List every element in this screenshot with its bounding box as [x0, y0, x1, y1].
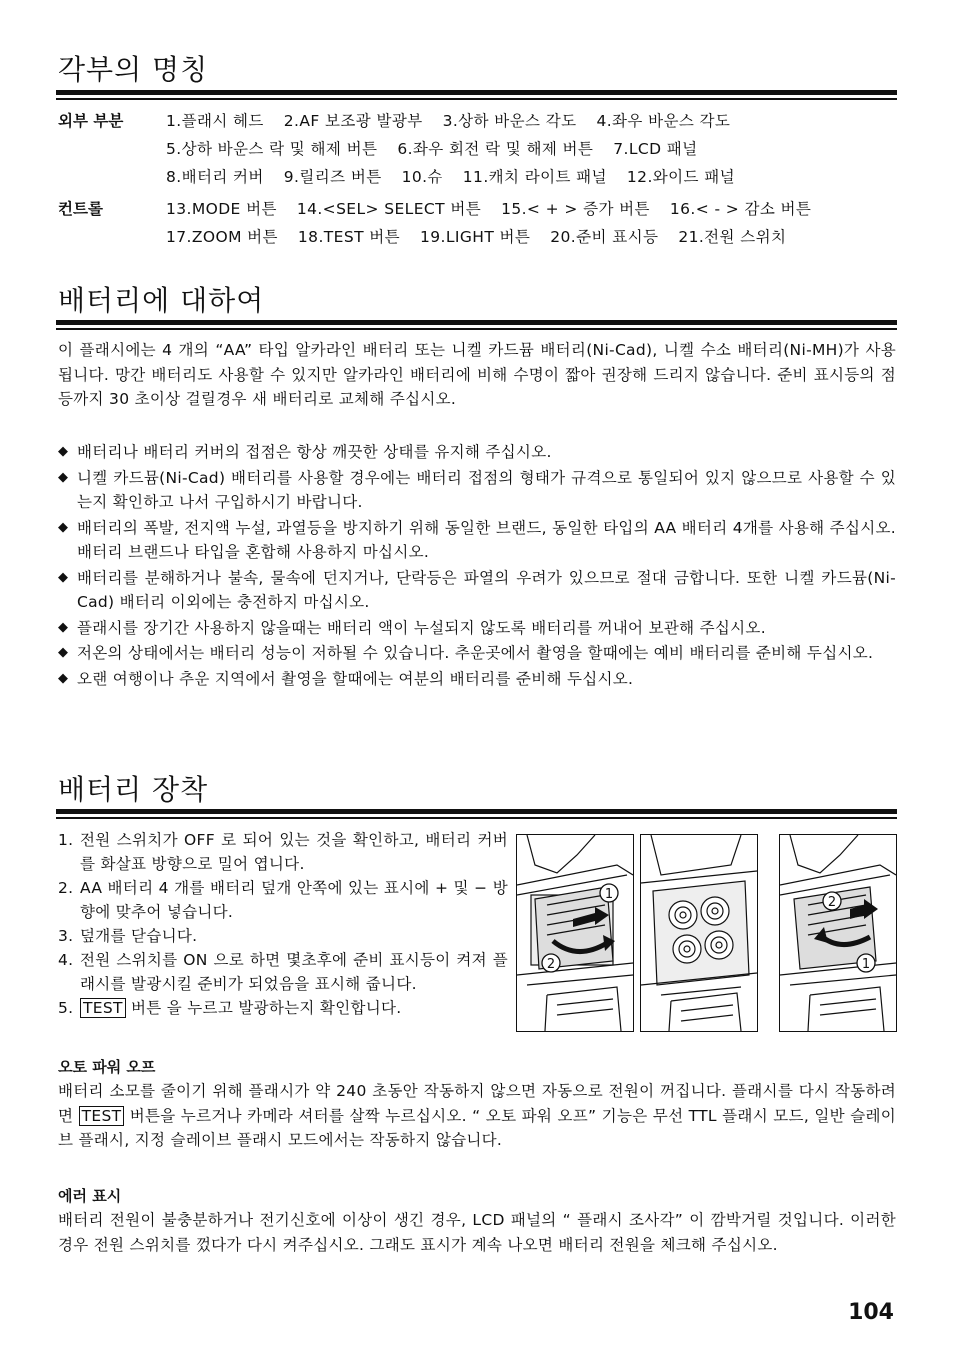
step-text: 버튼 을 누르고 발광하는지 확인합니다. [131, 999, 402, 1017]
auto-off-text-a: 배터리 소모를 줄이기 위해 플래시가 약 240 초동안 작동하지 않으면 자동으로 전원이 꺼집니다. 플래시를 다시 작동하려면 [58, 1082, 896, 1125]
controls-row [166, 225, 806, 249]
list-item [58, 828, 508, 876]
step-number: 5. [58, 999, 74, 1017]
error-text: 배터리 전원이 불충분하거나 전기신호에 이상이 생긴 경우, LCD 패널의 “ 플래시 조사각” 이 깜박거릴 것입니다. 이러한 경우 전원 스위치를 껐다가 다시 켜주십시오. 그래도 표시가 계속 나오면 배터리 전원을 체크해 주십시오. [58, 1211, 896, 1254]
parts-row [166, 109, 750, 133]
title-rule-thin [56, 328, 897, 330]
part-item: 8.배터리 커버 [166, 168, 264, 186]
part-item: 4.좌우 바운스 각도 [596, 112, 731, 130]
step-number: 2. [58, 879, 74, 897]
title-rule [56, 320, 897, 325]
part-item: 10.슈 [401, 168, 443, 186]
part-item: 7.LCD 패널 [613, 140, 698, 158]
section-title-battery-about: 배터리에 대하여 [58, 284, 265, 317]
battery-caution-list [58, 440, 896, 692]
control-item: 21.전원 스위치 [678, 228, 787, 246]
step-text: AA 배터리 4 개를 배터리 덮개 안쪽에 있는 표시에 + 및 − 방향에 맞추어 넣습니다. [80, 879, 508, 921]
list-item [58, 924, 508, 948]
control-item: 18.TEST 버튼 [297, 228, 401, 246]
battery-intro: 이 플래시에는 4 개의 “AA” 타입 알카라인 배터리 또는 니켈 카드뮴 배터리(Ni-Cad), 니켈 수소 배터리(Ni-MH)가 사용됩니다. 망간 배터리도 사용할 수 있지만 알카라인 배터리에 비해 수명이 짧아 권장해 드리지 않습니다. 준비 표시등의 점등까지 30 초이상 걸릴경우 새 배터리로 교체해 주십시오. [58, 341, 896, 408]
list-item [58, 876, 508, 924]
list-item: ◆ 배터리나 배터리 커버의 접점은 항상 깨끗한 상태를 유지해 주십시오. [58, 440, 896, 465]
list-item [58, 996, 508, 1020]
figure-insert-batteries [640, 834, 758, 1032]
figure-close-cover [779, 834, 897, 1032]
test-button-label: TEST [80, 998, 126, 1018]
title-rule-thin [56, 98, 897, 100]
parts-row [166, 165, 755, 189]
section-title-battery-install: 배터리 장착 [58, 773, 209, 806]
control-item: 14.<SEL> SELECT 버튼 [296, 200, 482, 218]
part-item: 2.AF 보조광 발광부 [283, 112, 423, 130]
list-item: ◆ 플래시를 장기간 사용하지 않을때는 배터리 액이 누설되지 않도록 배터리를 꺼내어 보관해 주십시오. [58, 616, 896, 641]
step-text: 전원 스위치가 OFF 로 되어 있는 것을 확인하고, 배터리 커버를 화살표 방향으로 밀어 엽니다. [80, 831, 508, 873]
title-rule [56, 90, 897, 95]
part-item: 11.캐치 라이트 패널 [462, 168, 607, 186]
step-number: 4. [58, 951, 74, 969]
auto-off-text [58, 1079, 896, 1153]
step-text: 전원 스위치를 ON 으로 하면 몇초후에 준비 표시등이 켜져 플래시를 발광시킬 준비가 되었음을 표시해 줍니다. [80, 951, 508, 993]
part-item: 3.상하 바운스 각도 [442, 112, 577, 130]
list-item [58, 948, 508, 996]
list-item: ◆ 배터리를 분해하거나 불속, 물속에 던지거나, 단락등은 파열의 우려가 있으므로 절대 금합니다. 또한 니켈 카드뮴(Ni-Cad) 배터리 이외에는 충전하지 마십시오. [58, 566, 896, 615]
figure-open-cover-drawing [517, 835, 633, 1031]
title-rule [56, 809, 897, 814]
controls-row [166, 197, 831, 221]
external-parts-label: 외부 부분 [58, 112, 124, 130]
part-item: 12.와이드 패널 [626, 168, 735, 186]
parts-row [166, 137, 718, 161]
control-item: 17.ZOOM 버튼 [166, 228, 278, 246]
part-item: 1.플래시 헤드 [166, 112, 264, 130]
control-item: 16.< - > 감소 버튼 [669, 200, 812, 218]
step-number: 3. [58, 927, 74, 945]
marker-2-label: 2 [546, 957, 556, 972]
auto-off-title: 오토 파워 오프 [58, 1058, 156, 1076]
control-item: 20.준비 표시등 [550, 228, 659, 246]
list-item: ◆ 저온의 상태에서는 배터리 성능이 저하될 수 있습니다. 추운곳에서 촬영을 할때에는 예비 배터리를 준비해 두십시오. [58, 641, 896, 666]
figure-open-cover [516, 834, 634, 1032]
page-number: 104 [848, 1300, 894, 1325]
marker-1-label: 1 [861, 957, 871, 972]
install-steps [58, 828, 508, 1020]
title-rule-thin [56, 817, 897, 819]
test-button-label: TEST [79, 1106, 125, 1126]
marker-1-label: 1 [604, 887, 614, 902]
control-item: 13.MODE 버튼 [166, 200, 277, 218]
control-item: 15.< + > 증가 버튼 [501, 200, 650, 218]
part-item: 5.상하 바운스 락 및 해제 버튼 [166, 140, 378, 158]
list-item: ◆ 배터리의 폭발, 전지액 누설, 과열등을 방지하기 위해 동일한 브랜드, 동일한 타입의 AA 배터리 4개를 사용해 주십시오. 배터리 브랜드나 타입을 혼합해 사용하지 마십시오. [58, 516, 896, 565]
step-number: 1. [58, 831, 74, 849]
figure-close-cover-drawing [780, 835, 896, 1031]
section-title-parts: 각부의 명칭 [58, 53, 209, 86]
part-item: 9.릴리즈 버튼 [283, 168, 382, 186]
step-text: 덮개를 닫습니다. [80, 927, 198, 945]
list-item: ◆ 오랜 여행이나 추운 지역에서 촬영을 할때에는 여분의 배터리를 준비해 두십시오. [58, 667, 896, 692]
figure-insert-batteries-drawing [641, 835, 757, 1031]
error-title: 에러 표시 [58, 1187, 122, 1205]
control-item: 19.LIGHT 버튼 [420, 228, 531, 246]
part-item: 6.좌우 회전 락 및 해제 버튼 [397, 140, 594, 158]
marker-2-label: 2 [827, 895, 837, 910]
controls-label: 컨트롤 [58, 200, 103, 218]
list-item: ◆ 니켈 카드뮴(Ni-Cad) 배터리를 사용할 경우에는 배터리 접점의 형태가 규격으로 통일되어 있지 않으므로 사용할 수 있는지 확인하고 나서 구입하시기 바랍니다. [58, 466, 896, 515]
auto-off-text-b: 버튼을 누르거나 카메라 셔터를 살짝 누르십시오. “ 오토 파워 오프” 기능은 무선 TTL 플래시 모드, 일반 슬레이브 플래시, 지정 슬레이브 플래시 모드에서는 작동하지 않습니다. [58, 1106, 897, 1149]
